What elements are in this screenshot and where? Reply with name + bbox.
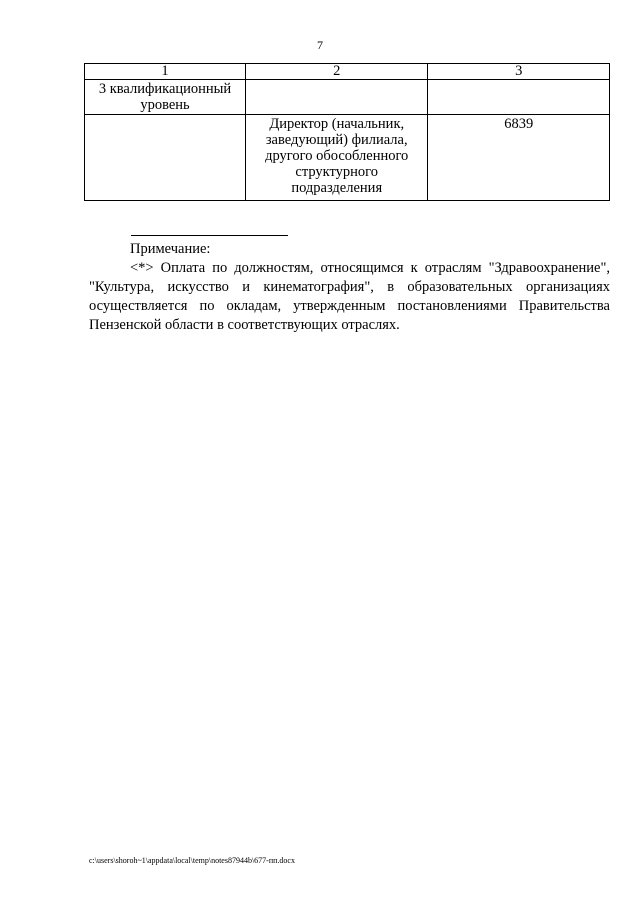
table-cell-empty [428, 80, 610, 115]
table-cell-empty [246, 80, 428, 115]
table-header-cell: 1 [85, 64, 246, 80]
table-cell-empty [85, 115, 246, 201]
table-header-cell: 2 [246, 64, 428, 80]
table-header-row [85, 64, 610, 80]
salary-table [84, 63, 610, 201]
footnote-separator [131, 235, 288, 236]
table-cell-salary: 6839 [428, 115, 610, 201]
note-section [89, 240, 610, 335]
note-title: Примечание: [130, 241, 211, 257]
table-cell-qualification-level: 3 квалификационный уровень [85, 80, 246, 115]
table-row [85, 80, 610, 115]
table-cell-position-title: Директор (начальник, заведующий) филиала, другого обособленного структурного подразделения [246, 115, 428, 201]
table-header-cell: 3 [428, 64, 610, 80]
table-row [85, 115, 610, 201]
note-body: <*> Оплата по должностям, относящимся к отраслям "Здравоохранение", "Культура, искусство и кинематография", в образовательных организациях осуществляется по окладам, утвержденным постановлениями Правительства Пензенской области в соответствующих отраслях. [89, 260, 610, 333]
footer-file-path: c:\users\shoroh~1\appdata\local\temp\notes87944b\677-пп.docx [89, 856, 295, 865]
page-number: 7 [317, 38, 323, 52]
